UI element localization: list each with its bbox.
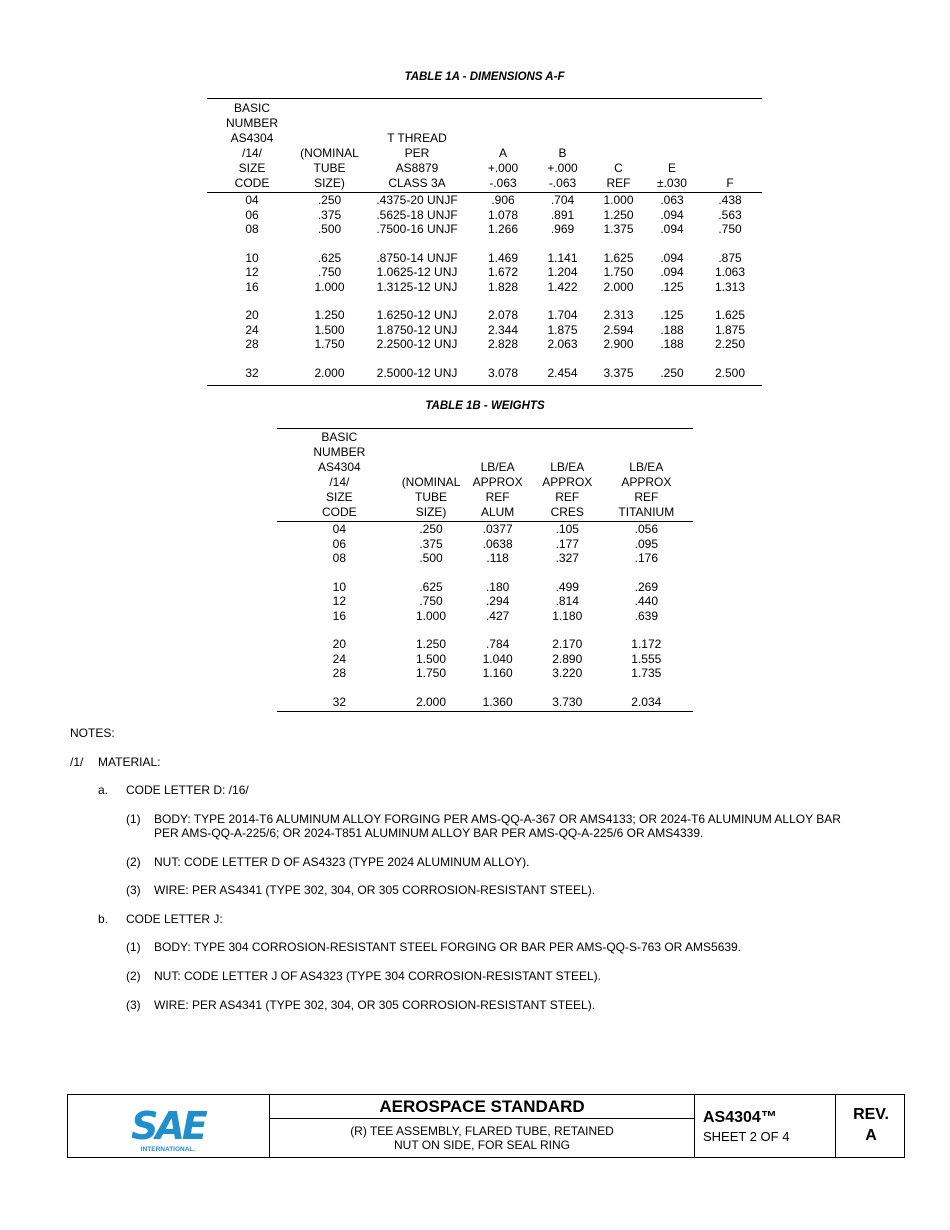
table-1a-cell: .8750-14 UNJF bbox=[376, 250, 458, 265]
document-title: (R) TEE ASSEMBLY, FLARED TUBE, RETAINED NUT ON SIDE, FOR SEAL RING bbox=[350, 1124, 614, 1152]
table-1a-cell: 1.3125-12 UNJ bbox=[376, 279, 458, 294]
table-1a-cell: 2.078 bbox=[487, 308, 519, 322]
note-a2-text: NUT: CODE LETTER D OF AS4323 (TYPE 2024 ALUMINUM ALLOY). bbox=[154, 855, 530, 869]
table-1a-row bbox=[207, 337, 762, 352]
table-1a-cell: 1.250 bbox=[603, 207, 634, 222]
table-1a-cell: 1.625 bbox=[714, 308, 746, 322]
table-1b-cell: .0638 bbox=[482, 536, 513, 551]
note-a3-marker: (3) bbox=[126, 883, 141, 897]
note-a-marker: a. bbox=[98, 783, 109, 797]
table-1a-cell: .438 bbox=[718, 193, 742, 207]
table-1a-cell: 1.375 bbox=[603, 222, 634, 236]
table-1a-cell: 06 bbox=[245, 207, 259, 222]
table-1a-row bbox=[207, 265, 762, 280]
table-1a-cell: .250 bbox=[317, 193, 342, 207]
table-1b-row bbox=[277, 522, 693, 537]
table-1a-cell: 2.344 bbox=[487, 322, 519, 337]
note-a1-line-2: PER AMS-QQ-A-225/6; OR 2024-T851 ALUMINUM ALLOY BAR PER AMS-QQ-A-225/6 OR AMS4339. bbox=[154, 826, 704, 840]
table-1a-cell: .094 bbox=[660, 207, 684, 222]
table-1a-cell: 1.875 bbox=[547, 322, 578, 337]
table-1a-cell: 1.422 bbox=[547, 279, 578, 294]
table-1a-cell: 1.250 bbox=[314, 308, 345, 322]
table-1a-cell: .750 bbox=[718, 222, 742, 236]
table-1a-group-spacer bbox=[207, 237, 762, 251]
table-1b-cell: 1.172 bbox=[631, 637, 662, 651]
table-1a-cell: 1.750 bbox=[314, 337, 345, 351]
table-1b-cell: .427 bbox=[485, 608, 510, 623]
table-1a-cell: 1.750 bbox=[603, 265, 634, 279]
table-1b-row bbox=[277, 537, 693, 552]
table-1b-cell: 1.250 bbox=[416, 637, 447, 651]
title-cell bbox=[270, 1095, 695, 1157]
table-1a-row bbox=[207, 308, 762, 323]
table-1b-cell: .440 bbox=[634, 594, 658, 608]
table-1b-cell: 3.730 bbox=[552, 694, 583, 709]
note-b2-marker: (2) bbox=[126, 969, 141, 983]
table-1a-cell: 2.000 bbox=[314, 365, 345, 380]
table-1a-cell: .906 bbox=[491, 193, 515, 207]
table-1a-cell: .750 bbox=[317, 265, 342, 279]
table-1a-header-3: A +.000 -.063 bbox=[487, 146, 519, 190]
revision-label: REV. bbox=[853, 1106, 889, 1123]
dimensions-table bbox=[207, 101, 762, 380]
note-a2-marker: (2) bbox=[126, 855, 141, 869]
table-1a-cell: .875 bbox=[718, 250, 742, 265]
table-1b-cell: 28 bbox=[332, 666, 347, 680]
revision-cell bbox=[836, 1095, 906, 1157]
table-1a-cell: .4375-20 UNJF bbox=[376, 193, 458, 207]
table-1a-cell: 2.828 bbox=[487, 337, 519, 351]
table-1a-cell: .125 bbox=[660, 279, 684, 294]
table-1b-row bbox=[277, 695, 693, 710]
sheet-number: SHEET 2 OF 4 bbox=[703, 1129, 790, 1144]
note-b2-text: NUT: CODE LETTER J OF AS4323 (TYPE 304 CORROSION-RESISTANT STEEL). bbox=[154, 969, 601, 983]
table-1b-cell: .784 bbox=[485, 637, 510, 651]
table-1a-group-spacer bbox=[207, 352, 762, 366]
table-1b-group-spacer bbox=[277, 681, 693, 695]
table-1a-cell: 2.313 bbox=[603, 308, 634, 322]
table-1a-cell: 32 bbox=[245, 365, 259, 380]
table-1b-row bbox=[277, 594, 693, 609]
table-1b-cell: 1.555 bbox=[631, 651, 662, 666]
table-1a-bottom-rule bbox=[207, 385, 762, 386]
table-1a-cell: .188 bbox=[660, 337, 684, 351]
table-1a-cell: 1.875 bbox=[714, 322, 746, 337]
table-1a-cell: 1.266 bbox=[487, 222, 519, 236]
note-b3-text: WIRE: PER AS4341 (TYPE 302, 304, OR 305 CORROSION-RESISTANT STEEL). bbox=[154, 998, 596, 1012]
table-1a-cell: 2.250 bbox=[714, 337, 746, 351]
table-1b-row bbox=[277, 666, 693, 681]
table-1a-cell: 28 bbox=[245, 337, 259, 351]
table-1a-row bbox=[207, 366, 762, 381]
table-1a-row bbox=[207, 208, 762, 223]
table-1b-cell: 3.220 bbox=[552, 666, 583, 680]
table-1b-cell: .294 bbox=[485, 594, 510, 608]
table-1b-cell: 1.180 bbox=[552, 608, 583, 623]
note-b1-marker: (1) bbox=[126, 940, 141, 954]
table-1a-cell: .5625-18 UNJF bbox=[376, 207, 458, 222]
table-1a-cell: 1.8750-12 UNJ bbox=[376, 322, 458, 337]
table-1a-cell: .969 bbox=[550, 222, 575, 236]
table-1b-cell: .625 bbox=[419, 579, 443, 594]
table-1b-cell: 08 bbox=[332, 551, 347, 565]
table-1b-caption: TABLE 1B - WEIGHTS bbox=[425, 400, 545, 412]
title-block bbox=[67, 1094, 905, 1158]
table-1b-bottom-rule bbox=[277, 711, 693, 712]
table-1a-cell: .094 bbox=[660, 265, 684, 279]
table-1a-cell: .7500-16 UNJF bbox=[376, 222, 458, 236]
table-1b-top-rule bbox=[277, 428, 693, 429]
table-1b-cell: .499 bbox=[555, 579, 579, 594]
table-1b-group-spacer bbox=[277, 623, 693, 637]
table-1b-row bbox=[277, 652, 693, 667]
table-1a-cell: 2.900 bbox=[603, 337, 634, 351]
table-1b-cell: .177 bbox=[555, 536, 579, 551]
note-b3-marker: (3) bbox=[126, 998, 141, 1012]
table-1b-group-spacer bbox=[277, 566, 693, 580]
table-1a-cell: 3.375 bbox=[603, 365, 634, 380]
table-1a-row bbox=[207, 251, 762, 266]
table-1b-cell: 16 bbox=[332, 608, 347, 623]
table-1a-cell: 1.625 bbox=[603, 250, 634, 265]
table-1a-cell: 1.063 bbox=[714, 265, 746, 279]
table-1a-cell: 08 bbox=[245, 222, 259, 236]
table-1a-header-4: B +.000 -.063 bbox=[547, 146, 578, 190]
table-1a-cell: .094 bbox=[660, 250, 684, 265]
table-1a-row bbox=[207, 222, 762, 237]
table-1a-cell: 1.000 bbox=[314, 279, 345, 294]
weights-table bbox=[277, 430, 693, 709]
table-1b-cell: 1.750 bbox=[416, 666, 447, 680]
note-b-title: CODE LETTER J: bbox=[126, 912, 223, 926]
table-1b-cell: 06 bbox=[332, 536, 347, 551]
note-b1-text: BODY: TYPE 304 CORROSION-RESISTANT STEEL FORGING OR BAR PER AMS-QQ-S-763 OR AMS5639. bbox=[154, 940, 742, 954]
note-a-title: CODE LETTER D: /16/ bbox=[126, 783, 249, 797]
table-1a-cell: 1.828 bbox=[487, 279, 519, 294]
table-1a-cell: 1.141 bbox=[547, 250, 578, 265]
table-1a-cell: 2.2500-12 UNJ bbox=[376, 337, 458, 351]
table-1b-row bbox=[277, 580, 693, 595]
table-1b-header-0: BASIC NUMBER AS4304 /14/ SIZE CODE bbox=[313, 430, 366, 519]
table-1b-header-3: LB/EA APPROX REF CRES bbox=[542, 460, 593, 519]
table-1a-header-6: E ±.030 bbox=[657, 161, 687, 190]
table-1a-cell: 1.0625-12 UNJ bbox=[376, 265, 458, 279]
table-1a-cell: 2.500 bbox=[714, 365, 746, 380]
standard-label: AEROSPACE STANDARD bbox=[270, 1095, 694, 1119]
table-1a-cell: .250 bbox=[660, 365, 684, 380]
table-1b-row bbox=[277, 609, 693, 624]
table-1b-cell: .814 bbox=[555, 594, 579, 608]
table-1a-cell: .500 bbox=[317, 222, 342, 236]
table-1a-header-7: F bbox=[726, 176, 734, 190]
table-1b-cell: .176 bbox=[634, 551, 658, 565]
sae-logo bbox=[68, 1095, 270, 1157]
table-1b-cell: 12 bbox=[332, 594, 347, 608]
table-1a-cell: 1.313 bbox=[714, 279, 746, 294]
table-1b-cell: 1.000 bbox=[416, 608, 447, 623]
note-b-marker: b. bbox=[98, 912, 109, 926]
table-1a-cell: .375 bbox=[317, 207, 342, 222]
table-1a-cell: .063 bbox=[660, 193, 684, 207]
table-1a-cell: .188 bbox=[660, 322, 684, 337]
table-1b-cell: 32 bbox=[332, 694, 347, 709]
table-1b-cell: 2.170 bbox=[552, 637, 583, 651]
table-1b-header-1: (NOMINAL TUBE SIZE) bbox=[401, 475, 461, 519]
table-1b-header-2: LB/EA APPROX REF ALUM bbox=[472, 460, 523, 519]
table-1b-cell: .180 bbox=[485, 579, 510, 594]
note-1-marker: /1/ bbox=[70, 755, 84, 769]
document-number: AS4304™ bbox=[703, 1109, 777, 1126]
table-1b-cell: 04 bbox=[332, 522, 347, 536]
table-1a-header-rule bbox=[207, 192, 762, 193]
table-1a-cell: .625 bbox=[317, 250, 342, 265]
table-1a-cell: 1.704 bbox=[547, 308, 578, 322]
table-1b-cell: .250 bbox=[419, 522, 443, 536]
table-1a-cell: .704 bbox=[550, 193, 575, 207]
table-1a-cell: 16 bbox=[245, 279, 259, 294]
notes-heading: NOTES: bbox=[70, 726, 115, 740]
table-1b-cell: 24 bbox=[332, 651, 347, 666]
table-1b-row bbox=[277, 551, 693, 566]
table-1a-cell: 10 bbox=[245, 250, 259, 265]
table-1a-cell: .125 bbox=[660, 308, 684, 322]
table-1a-cell: 2.063 bbox=[547, 337, 578, 351]
table-1a-cell: 1.204 bbox=[547, 265, 578, 279]
table-1a-row bbox=[207, 280, 762, 295]
table-1a-cell: 1.000 bbox=[603, 193, 634, 207]
table-1a-cell: 1.6250-12 UNJ bbox=[376, 308, 458, 322]
table-1a-row bbox=[207, 193, 762, 208]
table-1a-cell: 12 bbox=[245, 265, 259, 279]
table-1a-cell: 1.500 bbox=[314, 322, 345, 337]
sae-logo-subtext: INTERNATIONAL. bbox=[140, 1146, 196, 1153]
table-1b-cell: .095 bbox=[634, 536, 658, 551]
table-1a-cell: .891 bbox=[550, 207, 575, 222]
table-1b-cell: 10 bbox=[332, 579, 347, 594]
table-1a-cell: 2.5000-12 UNJ bbox=[376, 365, 458, 380]
note-1-title: MATERIAL: bbox=[98, 755, 161, 769]
table-1a-cell: 20 bbox=[245, 308, 259, 322]
note-a3-text: WIRE: PER AS4341 (TYPE 302, 304, OR 305 CORROSION-RESISTANT STEEL). bbox=[154, 883, 596, 897]
table-1a-cell: .094 bbox=[660, 222, 684, 236]
note-a1-line-1: BODY: TYPE 2014-T6 ALUMINUM ALLOY FORGING PER AMS-QQ-A-367 OR AMS4133; OR 2024-T6 ALUMINUM ALLOY BAR bbox=[154, 812, 841, 826]
table-1b-cell: .327 bbox=[555, 551, 579, 565]
table-1a-cell: .563 bbox=[718, 207, 742, 222]
document-number-cell bbox=[695, 1095, 836, 1157]
table-1b-cell: .639 bbox=[634, 608, 658, 623]
table-1b-cell: 1.160 bbox=[482, 666, 513, 680]
table-1b-cell: 2.000 bbox=[416, 694, 447, 709]
table-1a-header-1: (NOMINAL TUBE SIZE) bbox=[300, 146, 359, 190]
table-1a-cell: 2.594 bbox=[603, 322, 634, 337]
table-1b-cell: .118 bbox=[486, 551, 509, 565]
table-1a-cell: 24 bbox=[245, 322, 259, 337]
table-1a-top-rule bbox=[207, 98, 762, 99]
table-1a-header-0: BASIC NUMBER AS4304 /14/ SIZE CODE bbox=[225, 101, 278, 190]
table-1b-cell: 1.040 bbox=[482, 651, 513, 666]
table-1b-cell: .0377 bbox=[482, 522, 513, 536]
table-1a-header-5: C REF bbox=[606, 161, 631, 190]
table-1a-caption: TABLE 1A - DIMENSIONS A-F bbox=[404, 71, 565, 83]
table-1a-cell: 04 bbox=[245, 193, 259, 207]
table-1b-cell: 1.735 bbox=[631, 666, 662, 680]
table-1a-header-2: T THREAD PER AS8879 CLASS 3A bbox=[387, 131, 447, 190]
table-1a-cell: 1.078 bbox=[487, 207, 519, 222]
table-1a-cell: 1.672 bbox=[487, 265, 519, 279]
table-1b-cell: 20 bbox=[332, 637, 347, 651]
table-1b-cell: .105 bbox=[555, 522, 579, 536]
table-1b-cell: 2.034 bbox=[631, 694, 662, 709]
table-1b-cell: 1.360 bbox=[482, 694, 513, 709]
table-1b-header-rule bbox=[277, 521, 693, 522]
table-1b-cell: .269 bbox=[634, 579, 658, 594]
table-1a-group-spacer bbox=[207, 294, 762, 308]
table-1b-cell: 1.500 bbox=[416, 651, 447, 666]
table-1a-cell: 2.454 bbox=[547, 365, 578, 380]
table-1a-cell: 2.000 bbox=[603, 279, 634, 294]
table-1b-cell: .750 bbox=[419, 594, 443, 608]
revision-value: A bbox=[865, 1127, 877, 1144]
table-1b-cell: 2.890 bbox=[552, 651, 583, 666]
table-1a-row bbox=[207, 323, 762, 338]
sae-logo-mark: SAE bbox=[131, 1104, 205, 1148]
table-1b-cell: .500 bbox=[419, 551, 443, 565]
table-1b-row bbox=[277, 637, 693, 652]
table-1b-cell: .056 bbox=[634, 522, 658, 536]
note-a1-marker: (1) bbox=[126, 812, 141, 826]
logo-cell bbox=[68, 1095, 270, 1157]
table-1a-cell: 3.078 bbox=[487, 365, 519, 380]
table-1b-header-4: LB/EA APPROX REF TITANIUM bbox=[618, 460, 675, 519]
table-1b-cell: .375 bbox=[419, 536, 443, 551]
table-1a-cell: 1.469 bbox=[487, 250, 519, 265]
